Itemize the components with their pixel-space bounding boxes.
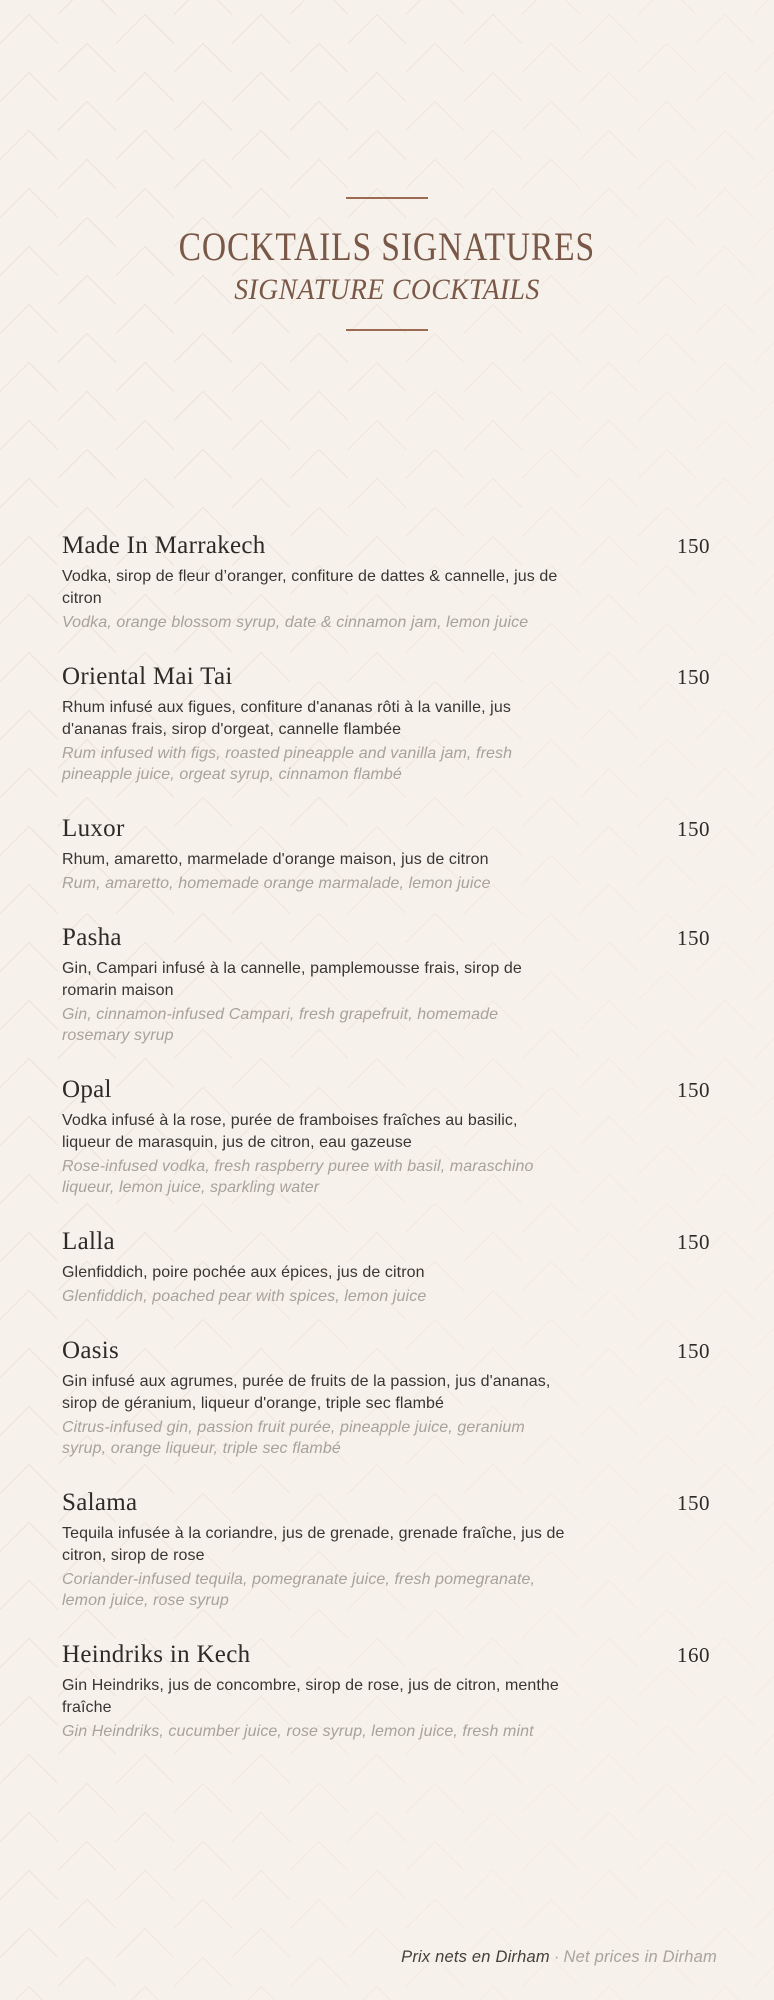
menu-item-header (62, 1336, 710, 1366)
item-description-fr: Gin infusé aux agrumes, purée de fruits de la passion, jus d'ananas, sirop de géranium, liqueur d'orange, triple sec flambé (62, 1373, 551, 1412)
item-price: 150 (677, 926, 710, 950)
footer-note-en: Net prices in Dirham (563, 1948, 717, 1966)
item-name: Oriental Mai Tai (62, 663, 233, 690)
item-price: 150 (677, 534, 710, 558)
menu-item (62, 1075, 710, 1198)
item-description-fr: Rhum, amaretto, marmelade d'orange maison, jus de citron (62, 851, 489, 868)
item-price: 150 (677, 1078, 710, 1102)
menu-item (62, 1640, 710, 1742)
item-description-en: Rose-infused vodka, fresh raspberry puree with basil, maraschino liqueur, lemon juice, sparkling water (62, 1158, 534, 1196)
item-description-fr: Gin, Campari infusé à la cannelle, pamplemousse frais, sirop de romarin maison (62, 960, 522, 999)
menu-title-text: COCKTAILS SIGNATURES (178, 224, 596, 269)
item-name: Heindriks in Kech (62, 1641, 251, 1668)
item-name: Salama (62, 1489, 138, 1516)
footer-separator: · (553, 1948, 560, 1966)
menu-item-header (62, 1227, 710, 1257)
menu-item-header (62, 1640, 710, 1670)
menu-item-header (62, 814, 710, 844)
item-name: Opal (62, 1076, 112, 1103)
item-description-en: Gin, cinnamon-infused Campari, fresh grapefruit, homemade rosemary syrup (62, 1006, 499, 1044)
item-price: 150 (677, 1491, 710, 1515)
item-description-en: Gin Heindriks, cucumber juice, rose syrup, lemon juice, fresh mint (62, 1723, 534, 1740)
menu-header (0, 197, 774, 331)
item-name: Made In Marrakech (62, 532, 266, 559)
menu-title-english (0, 273, 774, 307)
item-description-en: Rum infused with figs, roasted pineapple and vanilla jam, fresh pineapple juice, orgeat syrup, cinnamon flambé (62, 745, 513, 783)
item-description-fr: Rhum infusé aux figues, confiture d'ananas rôti à la vanille, jus d'ananas frais, sirop d'orgeat, cannelle flambée (62, 699, 511, 738)
item-description-fr: Tequila infusée à la coriandre, jus de grenade, grenade fraîche, jus de citron, sirop de rose (62, 1525, 565, 1564)
menu-item-header (62, 531, 710, 561)
item-description-fr: Vodka, sirop de fleur d’oranger, confiture de dattes & cannelle, jus de citron (62, 568, 558, 607)
item-description-en: Vodka, orange blossom syrup, date & cinnamon jam, lemon juice (62, 614, 529, 631)
top-divider (346, 197, 428, 199)
item-description-fr: Glenfiddich, poire pochée aux épices, jus de citron (62, 1264, 425, 1281)
item-name: Luxor (62, 815, 125, 842)
menu-title-french (0, 223, 774, 270)
item-description-fr: Vodka infusé à la rose, purée de framboises fraîches au basilic, liqueur de marasquin, jus de citron, eau gazeuse (62, 1112, 518, 1151)
menu-item (62, 1336, 710, 1459)
menu-list (62, 531, 710, 1771)
item-price: 150 (677, 1339, 710, 1363)
item-description-fr: Gin Heindriks, jus de concombre, sirop de rose, jus de citron, menthe fraîche (62, 1677, 559, 1716)
menu-item-header (62, 1488, 710, 1518)
menu-item (62, 1227, 710, 1307)
item-description-en: Citrus-infused gin, passion fruit purée, pineapple juice, geranium syrup, orange liqueur, triple sec flambé (62, 1419, 525, 1457)
menu-item-header (62, 662, 710, 692)
item-price: 150 (677, 665, 710, 689)
menu-subtitle-text: SIGNATURE COCKTAILS (234, 273, 540, 306)
item-name: Lalla (62, 1228, 115, 1255)
item-description-en: Rum, amaretto, homemade orange marmalade, lemon juice (62, 875, 491, 892)
footer-note-fr: Prix nets en Dirham (401, 1948, 550, 1966)
item-price: 160 (677, 1643, 710, 1667)
bottom-divider (346, 329, 428, 331)
item-price: 150 (677, 817, 710, 841)
item-price: 150 (677, 1230, 710, 1254)
menu-item-header (62, 1075, 710, 1105)
item-name: Pasha (62, 924, 122, 951)
menu-item (62, 923, 710, 1046)
item-description-en: Coriander-infused tequila, pomegranate juice, fresh pomegranate, lemon juice, rose syrup (62, 1571, 536, 1609)
menu-item (62, 662, 710, 785)
menu-item-header (62, 923, 710, 953)
menu-item (62, 531, 710, 633)
menu-footer (401, 1948, 717, 1967)
item-name: Oasis (62, 1337, 120, 1364)
menu-item (62, 814, 710, 894)
item-description-en: Glenfiddich, poached pear with spices, lemon juice (62, 1288, 427, 1305)
menu-item (62, 1488, 710, 1611)
